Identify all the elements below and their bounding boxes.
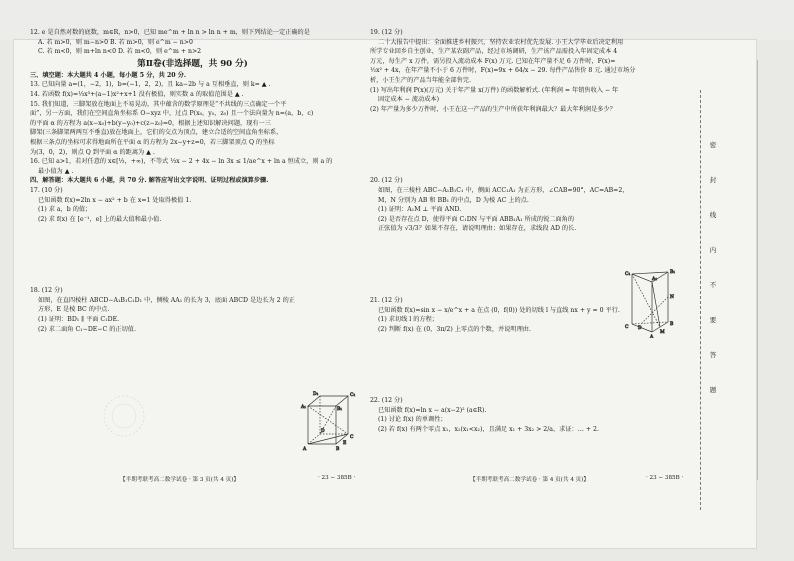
q20-title: 20. (12 分) [370, 177, 403, 185]
q15-line-1: 15. 我们知道，三脚架放在地面上不易晃动，其中蕴含的数学原理是“不共线的三点确定一个平 [30, 100, 287, 108]
fig20-label-b: B [670, 322, 674, 327]
right-footer-code: · 23 − 385B · [646, 475, 684, 481]
q18-stem-2: 方形，E 是棱 BC 的中点. [38, 306, 110, 314]
seal-char: 内 [709, 246, 717, 254]
q19-line-1: 二十大报告中提出：全面推进乡村振兴，坚持农业农村优先发展. 小王大学毕业后决定利用 [378, 38, 624, 46]
fig20-label-m: M [660, 330, 665, 335]
q17-title: 17. (10 分) [30, 186, 63, 194]
fig18-label-b: B [336, 447, 340, 452]
q21-part-2: (2) 判断 f(x) 在 (0，3π/2) 上零点的个数，并说明理由. [378, 325, 531, 333]
q22-part-2: (2) 若 f(x) 有两个零点 x₁，x₂(x₁<x₂)，且满足 x₁ + 3x₂ > 2/a，求证：… + 2. [378, 426, 599, 434]
q17-stem: 已知函数 f(x)=2ln x − ax² + b 在 x=1 处取得极值 1. [38, 196, 192, 204]
seal-char: 答 [709, 351, 717, 359]
left-footer: 【半期考联考高二数学试卷 · 第 3 页(共 4 页)】 [120, 477, 240, 483]
q18-title: 18. (12 分) [30, 287, 63, 295]
seal-char: 线 [709, 211, 717, 219]
fig20-label-n: N [670, 295, 674, 300]
q15-line-6: 为(3，0，2)，则点 Q 到平面 α 的距离为 ▲ . [30, 148, 155, 156]
q17-answer-space [30, 224, 355, 286]
q22-stem: 已知函数 f(x)=ln x − a(x−2)² (a∈R). [378, 406, 487, 414]
faint-stamp-graphic [95, 392, 153, 440]
q20-part-2: (2) 是否存在点 D，使得平面 C₁DN 与平面 ABB₁A₁ 所成的锐二面角的 [378, 215, 575, 223]
q21-stem: 已知函数 f(x)=sin x − x/e^x + a 在点 (0，f(0)) 处的切线 l 与直线 nx + y = 0 平行. [378, 306, 620, 314]
seal-char: 不 [709, 281, 717, 289]
page-edge-line [757, 60, 764, 480]
fig20-label-a: A [650, 335, 654, 338]
q20-part-2-cont: 正弦值为 √3/3？如果不存在，请说明理由；如果存在，求线段 AD 的长. [378, 225, 577, 233]
fig18-label-c: C [350, 435, 354, 440]
q19-line-4: ½x² + 4x，在年产量不小于 6 万件时，F(x)=9x + 64/x − 29. 每件产品售价 8 元. 通过市场分 [370, 67, 636, 75]
q18-part-1: (1) 证明：BD₁ ∥ 平面 C₁DE. [38, 316, 120, 324]
fig18-label-b1: B₁ [337, 407, 343, 412]
q12-options-cd: C. 若 m<0，则 m+ln n<0 D. 若 m<0，则 e^m + n>2 [38, 48, 202, 56]
q19-part-1-cont: 固定成本 − 流动成本) [378, 96, 440, 104]
q12-options-ab: A. 若 m>0，则 m−n>0 B. 若 m>0，则 e^m − n>0 [38, 38, 193, 46]
q21-title: 21. (12 分) [370, 296, 403, 304]
q16-line-2: 最小值为 ▲ . [38, 167, 74, 175]
q19-line-5: 析，小王生产的产品当年能全部售完. [370, 76, 471, 84]
fig20-label-b1: B₁ [670, 270, 676, 275]
q21-part-1: (1) 求切线 l 的方程； [378, 316, 438, 324]
section-2-title: 第Ⅱ卷(非选择题，共 90 分) [137, 58, 248, 69]
q14: 14. 若函数 f(x)=⅓x³+(a−1)x²+x+1 没有极值，则实数 a 的取值范围是 ▲ . [30, 90, 244, 98]
fig20-label-c: C [625, 325, 629, 330]
q16-line-1: 16. 已知 a>1，若对任意的 x∈[⅓，+∞)，不等式 ⅓x − 2 + 4x − ln 3x ≤ 1/ae^x + ln a 恒成立，则 a 的 [30, 158, 333, 166]
left-page [30, 28, 355, 334]
q19-part-2: (2) 年产量为多少万件时，小王在这一产品的生产中所获年利润最大？最大年利润是多少？ [370, 105, 616, 113]
fig18-label-c1: C₁ [350, 393, 356, 398]
q18-prism-figure [300, 388, 358, 452]
q17-part-2: (2) 求 f(x) 在 [e⁻¹，e] 上的最大值和最小值. [38, 215, 162, 223]
fill-in-header: 三、填空题：本大题共 4 小题，每小题 5 分，共 20 分. [30, 71, 187, 79]
q20-line-2: M，N 分别为 AB 和 BB₁ 的中点，D 为棱 AC 上的点. [378, 196, 529, 204]
q19-title: 19. (12 分) [370, 29, 403, 36]
seal-text-column [706, 140, 720, 420]
fig20-label-a1: A₁ [652, 277, 658, 282]
q22-title: 22. (12 分) [370, 397, 403, 405]
q22-part-1: (1) 讨论 f(x) 的单调性； [378, 416, 447, 424]
q20-prism-figure [624, 268, 680, 338]
fig18-label-d1: D₁ [313, 392, 319, 397]
left-footer-code: · 23 − 385B · [318, 475, 356, 481]
seal-char: 密 [709, 141, 717, 149]
q19-part-1: (1) 写出年利润 P(x)(万元) 关于年产量 x(万件) 的函数解析式. (年利润 = 年销售收入 − 年 [370, 86, 619, 94]
fig18-label-a: A [303, 447, 307, 452]
fig20-label-d: D [638, 326, 642, 331]
q15-line-4: 脚架(三条脚架两两互不垂直)放在地面上，它们的交点为顶点，建立合适的空间直角坐标系， [30, 129, 283, 137]
q19-line-2: 所学专业回乡自主创业，生产某农副产品，经过市场调研，生产该产品需投入年固定成本 4 [370, 48, 618, 56]
q12-stem: 12. e 是自然对数的底数，m∈R，n>0，已知 me^m + ln n > ln n + m，则下列结论一定正确的是 [30, 29, 310, 36]
q13: 13. 已知向量 a=(1，−2，1)，b=(−1，2，2)，且 ka−2b 与 a 互相垂直，则 k= ▲ . [30, 81, 271, 89]
fig18-label-a1: A₁ [301, 405, 307, 410]
q21-answer-space [370, 334, 682, 396]
fig20-label-c1: C₁ [625, 272, 631, 277]
seal-char: 要 [709, 316, 717, 324]
q18-stem-1: 如图，在直四棱柱 ABCD−A₁B₁C₁D₁ 中，侧棱 AA₁ 的长为 3，底面 ABCD 是边长为 2 的正 [38, 296, 295, 304]
q15-line-2: 面”，另一方面，我们在空间直角坐标系 O−xyz 中，过点 P(x₀，y₀，z₀) 且一个法向量为 n=(a，b，c) [30, 110, 314, 118]
q17-part-1: (1) 求 a，b 的值； [38, 206, 92, 214]
right-page [370, 28, 682, 435]
q19-line-3: 万元，每生产 x 万件，需另投入流动成本 F(x) 万元. 已知在年产量不足 6 万件时，F(x)= [370, 57, 616, 65]
right-footer: 【半期考联考高二数学试卷 · 第 4 页(共 4 页)】 [470, 477, 590, 483]
seal-dashed-line [700, 90, 701, 510]
seal-char: 封 [709, 176, 717, 184]
solve-header: 四、解答题：本大题共 6 小题，共 70 分. 解答应写出文字说明、证明过程或演算步骤. [30, 177, 269, 185]
seal-char: 题 [709, 386, 717, 394]
fig18-label-d: D [321, 429, 325, 434]
q20-line-1: 如图，在三棱柱 ABC−A₁B₁C₁ 中，侧面 ACC₁A₁ 为正方形，∠CAB=90°，AC=AB=2， [378, 186, 629, 194]
q20-part-1: (1) 证明：A₁M ⊥ 平面 AND. [378, 206, 462, 214]
q18-part-2: (2) 求二面角 C₁−DE−C 的正切值. [38, 325, 136, 333]
q15-line-5: 根据三条点的坐标可求得地面所在平面 α 的方程为 2x−y+z=0，若三脚架顶点 Q 的坐标 [30, 138, 275, 146]
fig18-label-e: E [343, 441, 347, 446]
q15-line-3: 的平面 α 的方程为 a(x−x₀)+b(y−y₀)+c(z−z₀)=0，根据上述知识解决问题，现有一三 [30, 119, 271, 127]
q19-answer-space [370, 114, 682, 176]
